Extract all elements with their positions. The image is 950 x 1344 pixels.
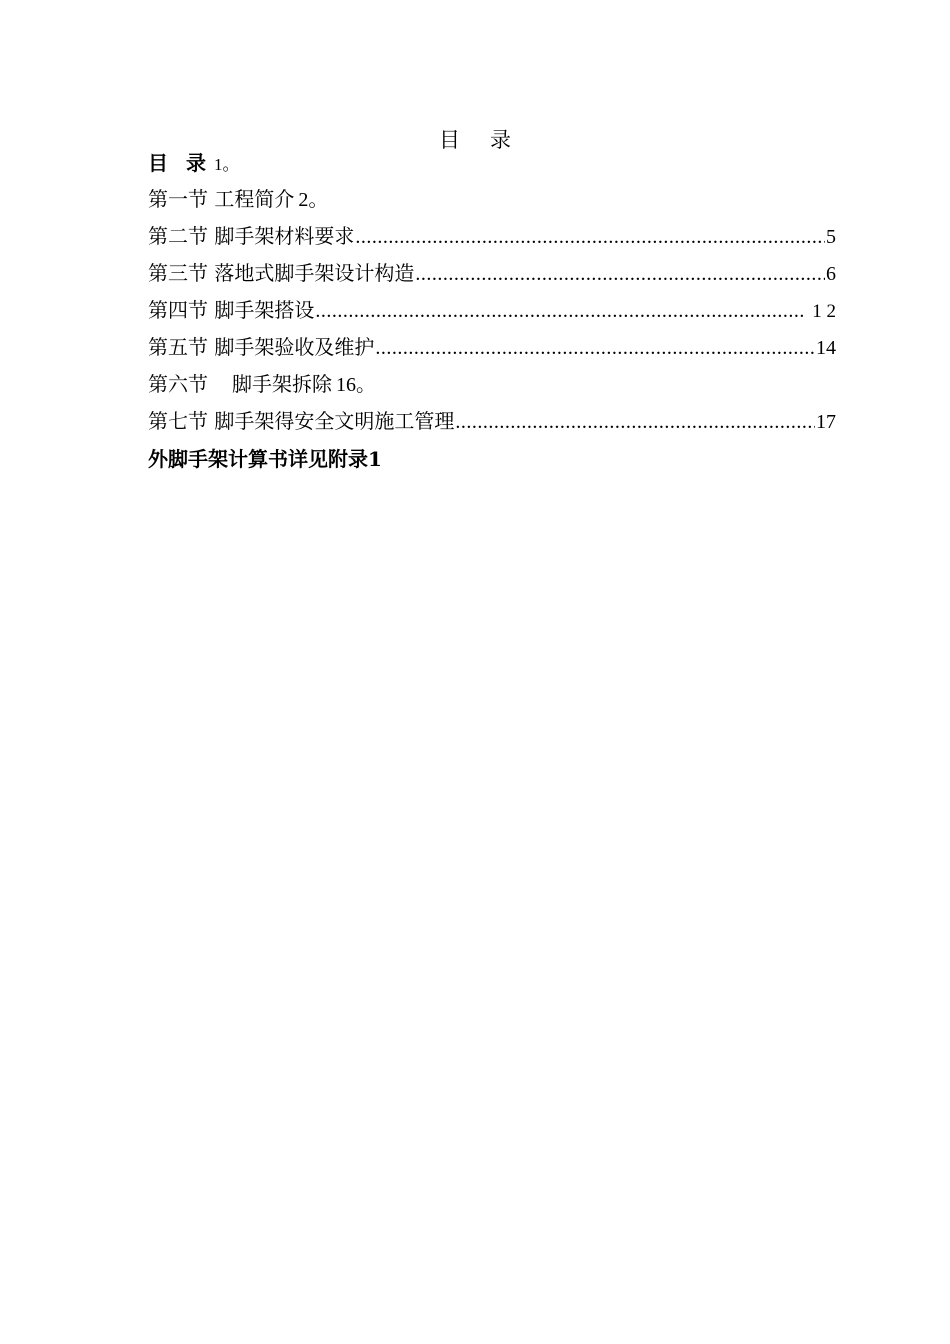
appendix-note[interactable]	[148, 444, 836, 474]
toc-entry-page: 2。	[298, 189, 329, 211]
toc-entry-page: 1。	[214, 155, 240, 174]
toc-entry-label: 第四节 脚手架搭设	[148, 298, 315, 322]
toc-entry-label: 第一节 工程简介	[148, 187, 295, 211]
toc-entry-contents[interactable]	[148, 148, 836, 178]
dot-leader	[455, 407, 815, 437]
toc-entry-section-4[interactable]	[148, 295, 836, 325]
toc-entry-label: 第二节 脚手架材料要求	[148, 224, 355, 248]
toc-entry-page: 5	[826, 226, 836, 248]
dot-leader	[415, 259, 825, 289]
dot-leader	[315, 296, 806, 326]
toc-entry-label: 第六节 脚手架拆除	[148, 372, 332, 396]
toc-entry-label: 第五节 脚手架验收及维护	[148, 335, 375, 359]
toc-entry-page: 1 2	[812, 301, 836, 322]
toc-entry-label: 第七节 脚手架得安全文明施工管理	[148, 409, 455, 433]
toc-entry-label: 目 录	[148, 151, 206, 175]
toc-entry-page: 17	[816, 411, 836, 433]
toc-entry-section-1[interactable]	[148, 184, 836, 214]
toc-entry-section-3[interactable]	[148, 258, 836, 288]
toc-entry-section-2[interactable]	[148, 221, 836, 251]
dot-leader	[355, 222, 825, 252]
toc-entry-page: 6	[826, 263, 836, 285]
toc-entry-label: 第三节 落地式脚手架设计构造	[148, 261, 415, 285]
title-char-right: 录	[490, 128, 511, 152]
appendix-label: 外脚手架计算书详见附录1	[148, 447, 382, 471]
toc-entry-page: 16。	[336, 374, 376, 396]
toc-entry-section-6[interactable]	[148, 369, 836, 399]
toc-entry-section-5[interactable]	[148, 332, 836, 362]
dot-leader	[375, 333, 815, 363]
toc-entry-section-7[interactable]	[148, 406, 836, 436]
toc-entry-page: 14	[816, 337, 836, 359]
title-char-left: 目	[439, 128, 460, 152]
